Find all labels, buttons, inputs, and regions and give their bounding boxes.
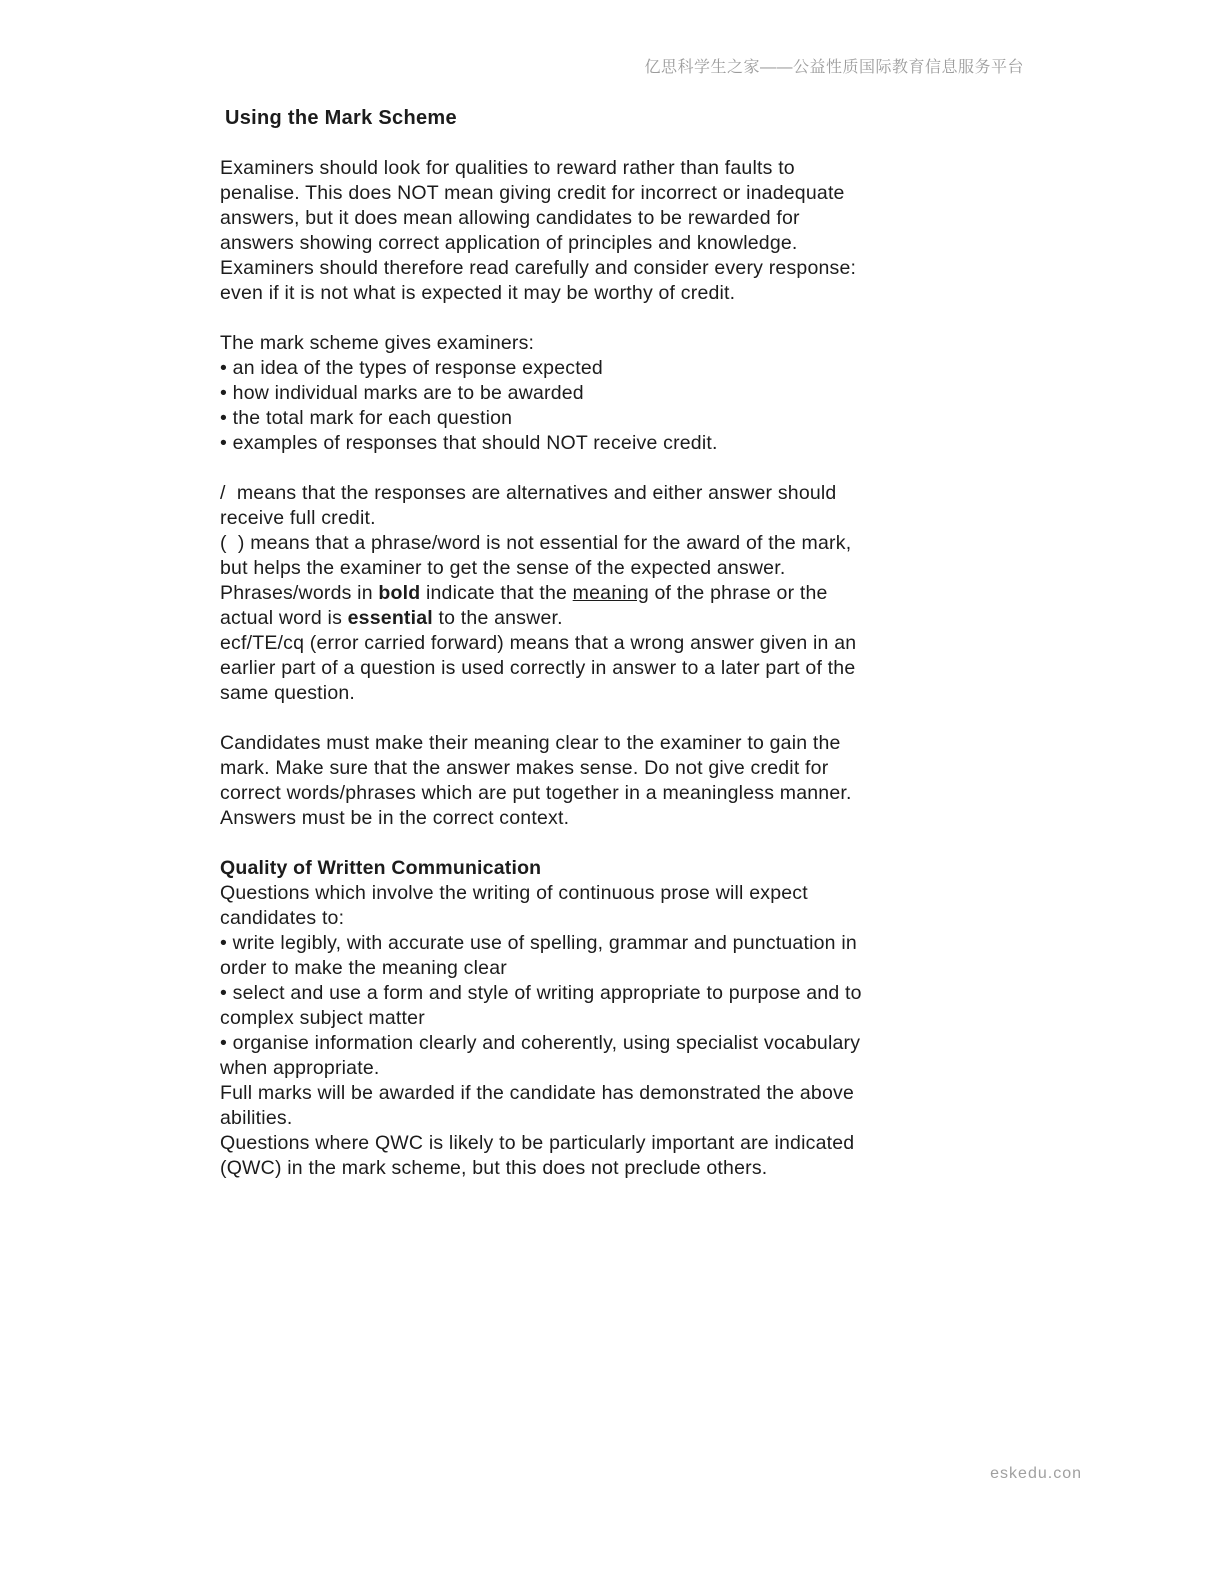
- text-segment: order to make the meaning clear: [220, 957, 507, 979]
- bold-text: bold: [378, 582, 421, 604]
- text-line: [220, 681, 1050, 706]
- header-watermark: 亿思科学生之家——公益性质国际教育信息服务平台: [644, 59, 1024, 76]
- text-line: [220, 1056, 1050, 1081]
- text-line: [220, 856, 1050, 881]
- text-segment: earlier part of a question is used correctly in answer to a later part of the: [220, 657, 856, 679]
- text-line: [220, 656, 1050, 681]
- document-blocks: [220, 156, 1050, 1181]
- text-line: [220, 231, 1050, 256]
- text-line: [220, 156, 1050, 181]
- text-line: [220, 431, 1050, 456]
- text-segment: but helps the examiner to get the sense of the expected answer.: [220, 557, 786, 579]
- text-segment: indicate that the: [420, 582, 573, 604]
- text-line: [220, 1081, 1050, 1106]
- text-segment: Examiners should therefore read carefully and consider every response:: [220, 257, 857, 279]
- text-line: [220, 756, 1050, 781]
- text-segment: penalise. This does NOT mean giving credit for incorrect or inadequate: [220, 182, 845, 204]
- text-line: [220, 631, 1050, 656]
- text-line: [220, 481, 1050, 506]
- text-segment: answers, but it does mean allowing candidates to be rewarded for: [220, 207, 800, 229]
- text-line: [220, 956, 1050, 981]
- text-segment: complex subject matter: [220, 1007, 425, 1029]
- text-segment: of the phrase or the: [648, 582, 828, 604]
- text-segment: • an idea of the types of response expected: [220, 357, 603, 379]
- qwc-heading: [220, 856, 1050, 881]
- text-segment: (QWC) in the mark scheme, but this does not preclude others.: [220, 1157, 768, 1179]
- text-line: [220, 206, 1050, 231]
- text-segment: Quality of Written Communication: [220, 857, 542, 879]
- text-line: [220, 931, 1050, 956]
- text-segment: answers showing correct application of principles and knowledge.: [220, 232, 798, 254]
- text-line: [220, 256, 1050, 281]
- text-line: [220, 981, 1050, 1006]
- text-segment: Candidates must make their meaning clear to the examiner to gain the: [220, 732, 841, 754]
- text-line: [220, 1131, 1050, 1156]
- text-line: [220, 781, 1050, 806]
- clarity-paragraph: [220, 731, 1050, 831]
- text-line: [220, 556, 1050, 581]
- text-line: [220, 381, 1050, 406]
- text-segment: • select and use a form and style of writing appropriate to purpose and to: [220, 982, 862, 1004]
- text-line: [220, 806, 1050, 831]
- underlined-text: meaning: [572, 582, 649, 604]
- text-line: [220, 1031, 1050, 1056]
- text-segment: to the answer.: [432, 607, 563, 629]
- text-line: [220, 181, 1050, 206]
- text-line: [220, 606, 1050, 631]
- text-line: [220, 881, 1050, 906]
- document-content: [220, 106, 1050, 1206]
- text-segment: Examiners should look for qualities to reward rather than faults to: [220, 157, 795, 179]
- text-segment: • organise information clearly and coherently, using specialist vocabulary: [220, 1032, 861, 1054]
- text-segment: The mark scheme gives examiners:: [220, 332, 535, 354]
- text-segment: same question.: [220, 682, 356, 704]
- page-title: Using the Mark Scheme: [225, 107, 457, 129]
- text-line: [220, 731, 1050, 756]
- text-segment: correct words/phrases which are put together in a meaningless manner.: [220, 782, 852, 804]
- text-segment: mark. Make sure that the answer makes sense. Do not give credit for: [220, 757, 829, 779]
- text-segment: candidates to:: [220, 907, 345, 929]
- text-segment: abilities.: [220, 1107, 293, 1129]
- text-segment: actual word is: [220, 607, 348, 629]
- text-segment: when appropriate.: [220, 1057, 380, 1079]
- text-line: [220, 1156, 1050, 1181]
- text-segment: / means that the responses are alternatives and either answer should: [220, 482, 837, 504]
- intro-paragraph: [220, 156, 1050, 306]
- text-line: [220, 331, 1050, 356]
- footer-watermark: eskedu.con: [990, 1465, 1082, 1482]
- text-segment: Answers must be in the correct context.: [220, 807, 570, 829]
- text-segment: • the total mark for each question: [220, 407, 513, 429]
- text-line: [220, 531, 1050, 556]
- text-line: [220, 1106, 1050, 1131]
- text-segment: Phrases/words in: [220, 582, 379, 604]
- text-segment: Full marks will be awarded if the candidate has demonstrated the above: [220, 1082, 855, 1104]
- text-segment: • examples of responses that should NOT receive credit.: [220, 432, 718, 454]
- text-segment: ( ) means that a phrase/word is not essential for the award of the mark,: [220, 532, 852, 554]
- text-line: [220, 281, 1050, 306]
- text-line: [220, 506, 1050, 531]
- notation-paragraph: [220, 481, 1050, 706]
- qwc-paragraph: [220, 881, 1050, 1181]
- text-segment: • how individual marks are to be awarded: [220, 382, 584, 404]
- text-line: [220, 1006, 1050, 1031]
- text-line: [220, 356, 1050, 381]
- text-segment: Questions where QWC is likely to be particularly important are indicated: [220, 1132, 855, 1154]
- text-line: [220, 906, 1050, 931]
- text-line: [220, 406, 1050, 431]
- text-segment: Questions which involve the writing of continuous prose will expect: [220, 882, 808, 904]
- text-line: [220, 581, 1050, 606]
- text-segment: ecf/TE/cq (error carried forward) means that a wrong answer given in an: [220, 632, 857, 654]
- text-segment: receive full credit.: [220, 507, 376, 529]
- text-segment: • write legibly, with accurate use of spelling, grammar and punctuation in: [220, 932, 857, 954]
- bold-text: essential: [347, 607, 433, 629]
- mark-scheme-gives-list: [220, 331, 1050, 456]
- text-segment: even if it is not what is expected it may be worthy of credit.: [220, 282, 736, 304]
